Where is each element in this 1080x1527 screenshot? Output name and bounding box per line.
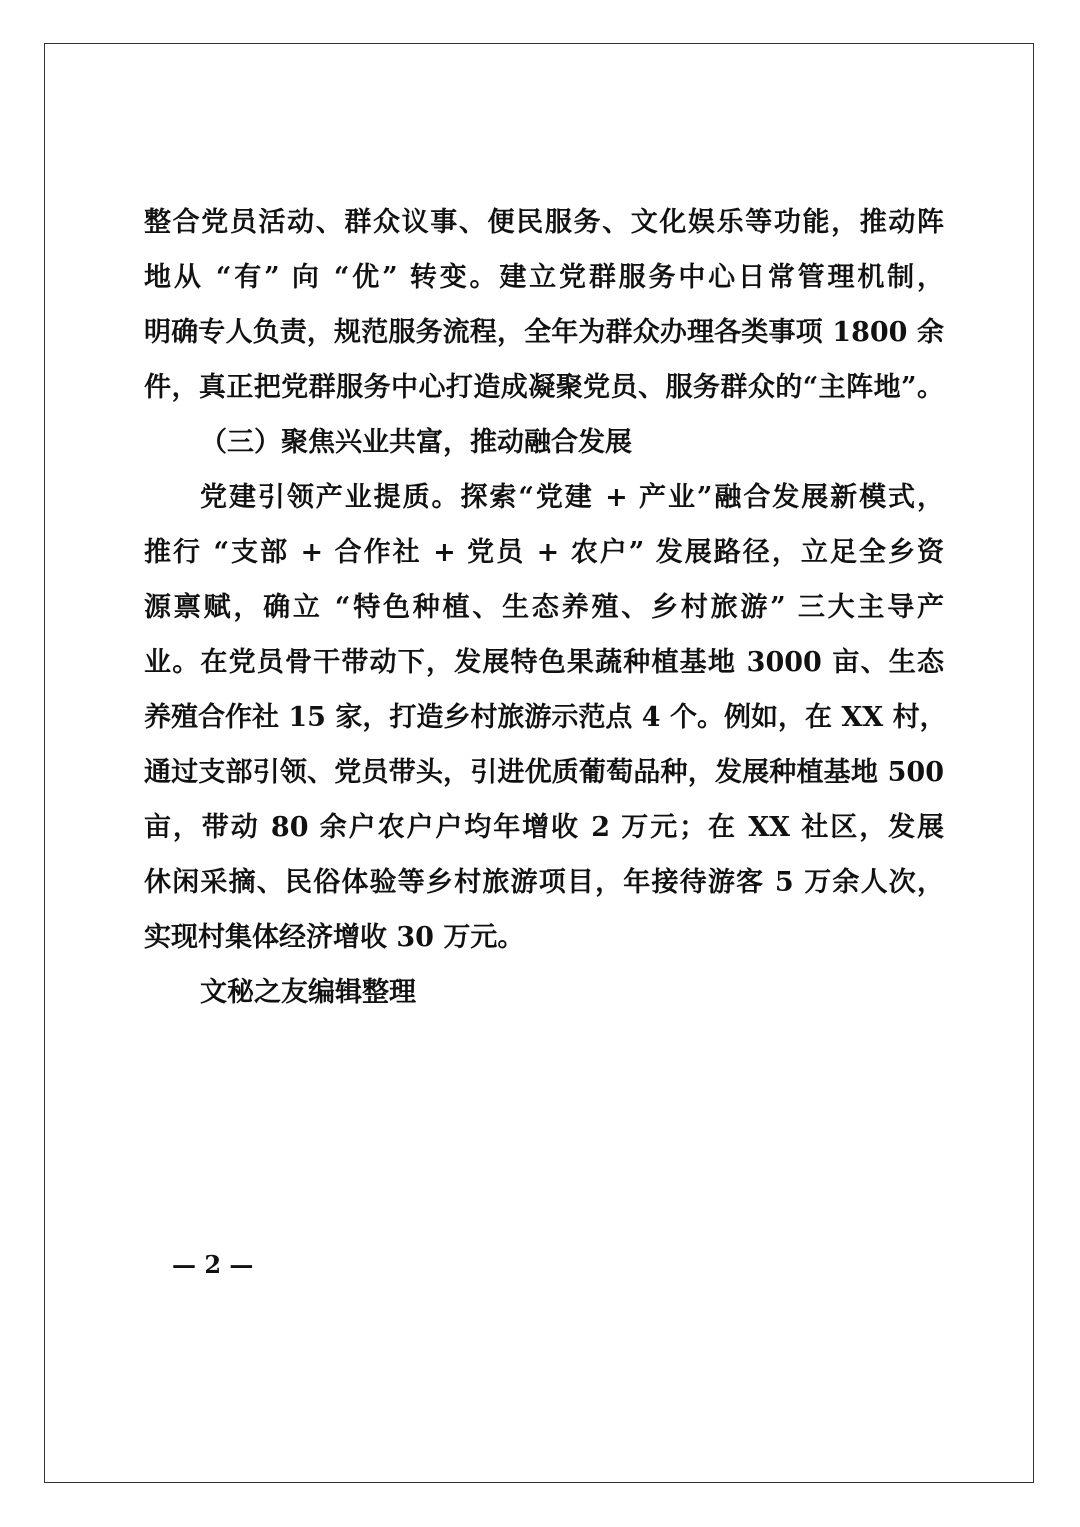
paragraph2-line-3: 源禀赋，确立 “特色种植、生态养殖、乡村旅游” 三大主导产 [144,592,944,623]
paragraph2-line-2: 推行 “支部 + 合作社 + 党员 + 农户” 发展路径，立足全乡资 [144,537,944,568]
paragraph2-line-1: 党建引领产业提质。探索“党建 + 产业”融合发展新模式， [200,482,944,513]
paragraph2-line-4: 业。在党员骨干带动下，发展特色果蔬种植基地 3000 亩、生态 [144,647,944,678]
document-body [144,195,947,1020]
paragraph2-line-5: 养殖合作社 15 家，打造乡村旅游示范点 4 个。例如，在 XX 村， [144,702,947,733]
paragraph1-line-2: 地从 “有” 向 “优” 转变。建立党群服务中心日常管理机制， [144,262,944,293]
paragraph1-line-3: 明确专人负责，规范服务流程，全年为群众办理各类事项 1800 余 [144,317,944,348]
editor-note: 文秘之友编辑整理 [200,977,416,1008]
paragraph2-line-9: 实现村集体经济增收 30 万元。 [144,922,525,953]
paragraph2-line-6: 通过支部引领、党员带头，引进优质葡萄品种，发展种植基地 500 [144,757,944,788]
paragraph1-line-1: 整合党员活动、群众议事、便民服务、文化娱乐等功能，推动阵 [144,207,944,238]
page-number: — 2 — [172,1250,254,1279]
section-heading: （三）聚焦兴业共富，推动融合发展 [200,427,632,458]
paragraph1-line-4: 件，真正把党群服务中心打造成凝聚党员、服务群众的“主阵地”。 [144,372,944,403]
paragraph2-line-7: 亩，带动 80 余户农户户均年增收 2 万元；在 XX 社区，发展 [144,812,944,843]
paragraph2-line-8: 休闲采摘、民俗体验等乡村旅游项目，年接待游客 5 万余人次， [144,867,944,898]
